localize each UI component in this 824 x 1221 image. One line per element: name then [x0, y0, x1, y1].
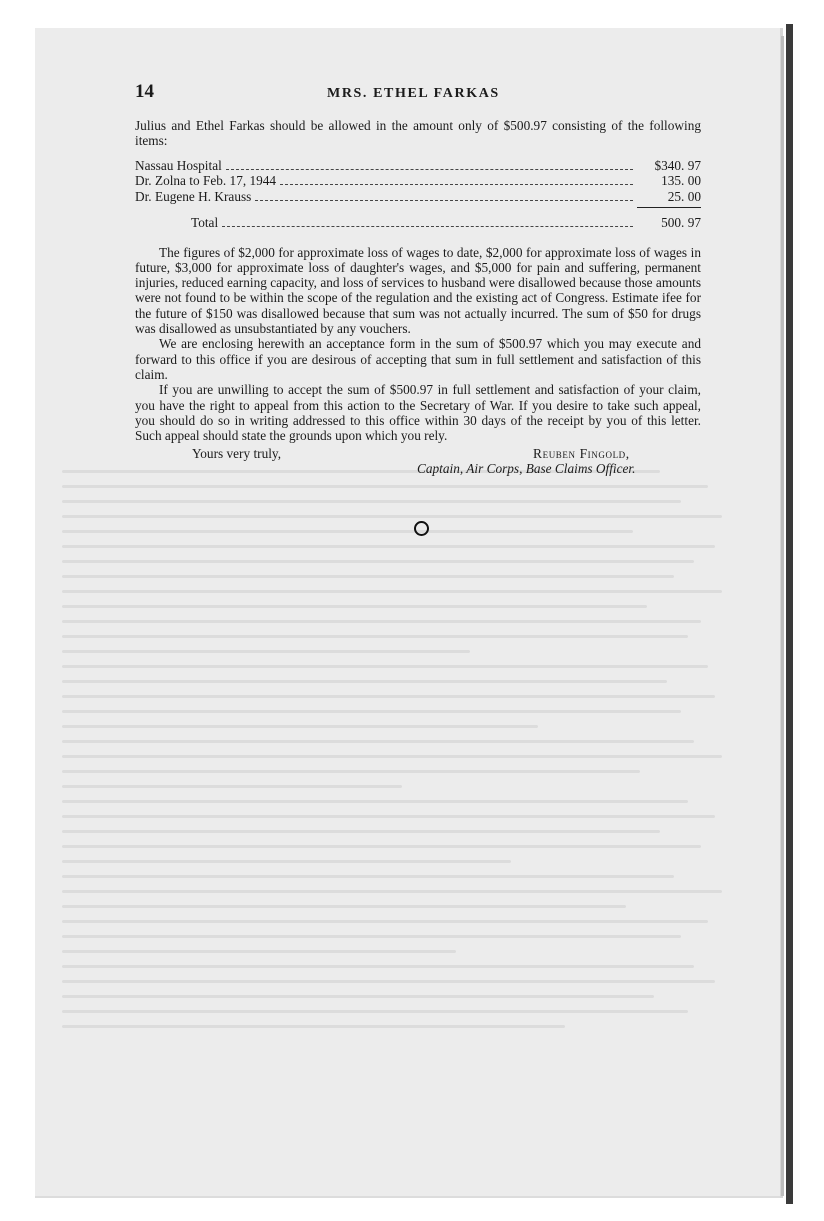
item-label: Dr. Zolna to Feb. 17, 1944 [135, 173, 277, 189]
signature-block [135, 446, 701, 506]
leader-dots [255, 200, 633, 201]
binding-edge [786, 24, 793, 1204]
closing-line: Yours very truly, [192, 446, 282, 462]
item-amount: 135. 00 [661, 173, 701, 189]
bleed-through-text [62, 470, 742, 1090]
body-paragraph: The figures of $2,000 for approximate loss of wages to date, $2,000 for approximate loss of wages in future, $3,000 for approximate loss of daughter's wages, and $5,000 for pain and suffering, permanent injuries, reduced earning capacity, and loss of services to husband were disallowed because those amounts were not found to be within the scope of the regulation and the existing act of Congress. Estimate ifee for the future of $150 was disallowed because that sum was not actually incurred. The sum of $50 for drugs was disallowed as unsubstantiated by any vouchers. [135, 244, 701, 337]
list-item [135, 189, 701, 205]
total-label: Total [191, 215, 219, 231]
item-label: Dr. Eugene H. Krauss [135, 188, 252, 204]
item-amount: 25. 00 [667, 188, 701, 204]
total-amount: 500. 97 [661, 215, 701, 231]
item-label: Nassau Hospital [135, 157, 222, 173]
leader-dots [280, 184, 633, 185]
item-amount: $340. 97 [654, 157, 701, 173]
running-head: MRS. ETHEL FARKAS [327, 86, 500, 101]
page-header [135, 82, 701, 118]
intro-paragraph: Julius and Ethel Farkas should be allowed in the amount only of $500.97 consisting of the following items: [135, 118, 701, 149]
signer-name: Reuben Fingold, [533, 446, 630, 462]
circle-mark [414, 521, 429, 536]
document-body [135, 82, 701, 506]
total-rule [637, 207, 701, 208]
page-edge-shadow [781, 36, 784, 1196]
list-item [135, 158, 701, 174]
total-row [135, 215, 701, 231]
body-paragraph: We are enclosing herewith an acceptance form in the sum of $500.97 which you may execute and forward to this office if you are desirous of accepting that sum in full settlement and satisfaction of this claim. [135, 336, 701, 382]
signer-title: Captain, Air Corps, Base Claims Officer. [417, 461, 636, 477]
body-paragraph: If you are unwilling to accept the sum of $500.97 in full settlement and satisfaction of your claim, you have the right to appeal from this action to the Secretary of War. If you desire to take such appeal, you should do so in writing addressed to this office within 30 days of the receipt by you of this letter. Such appeal should state the grounds upon which you rely. [135, 382, 701, 444]
itemized-list [135, 158, 701, 231]
list-item [135, 173, 701, 189]
leader-dots [222, 226, 633, 227]
leader-dots [226, 169, 633, 170]
page-number: 14 [135, 81, 154, 102]
